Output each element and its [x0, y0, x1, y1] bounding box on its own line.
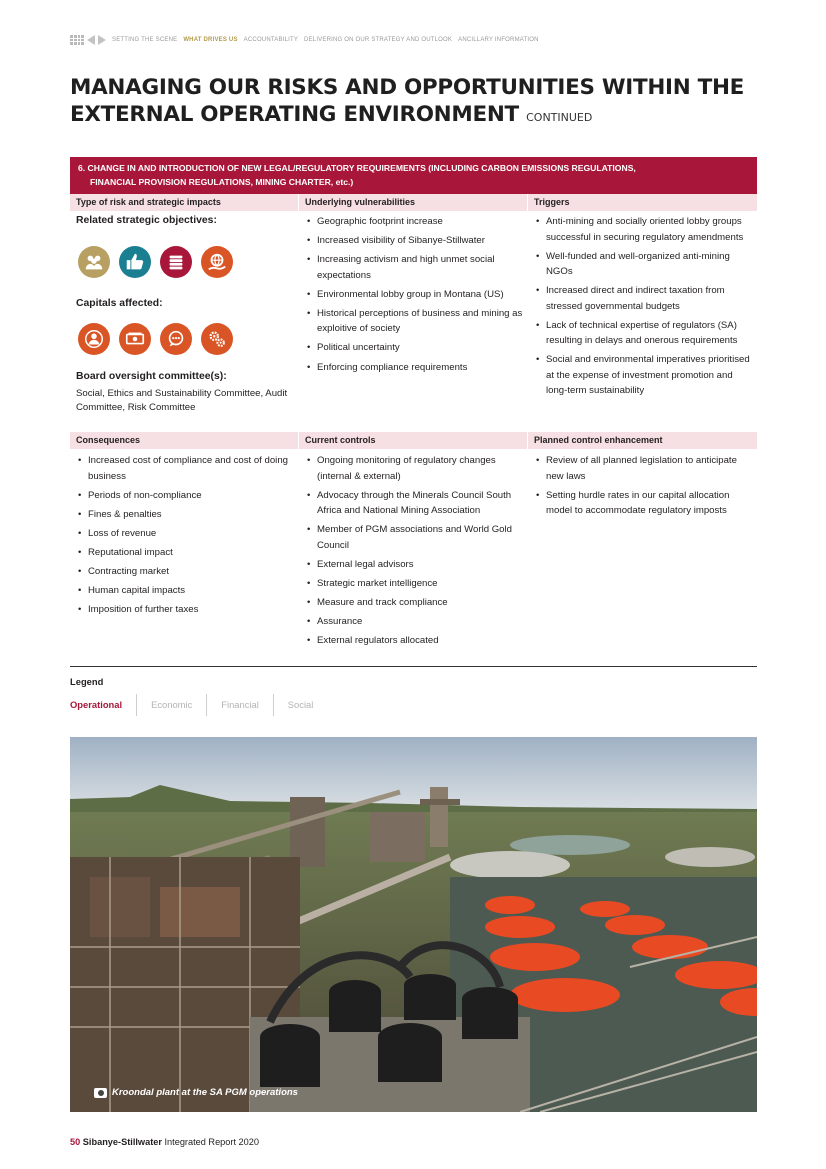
planned-list: [534, 453, 754, 519]
nav-item-2[interactable]: ACCOUNTABILITY: [243, 37, 299, 43]
table-bottom-rule: [70, 666, 757, 667]
board-oversight-label: Board oversight committee(s):: [76, 371, 227, 382]
person-icon: [78, 323, 110, 355]
gears-icon: [201, 323, 233, 355]
controls-list: [305, 453, 523, 649]
legend-item-operational: Operational: [70, 699, 123, 710]
risk-heading-line-2: FINANCIAL PROVISION REGULATIONS, MINING CHARTER, etc.): [90, 177, 354, 187]
legend-item-financial: Financial: [206, 694, 273, 716]
capitals-affected-label: Capitals affected:: [76, 297, 163, 309]
page-title: [70, 74, 760, 131]
previous-page-icon[interactable]: [87, 35, 95, 45]
consequences-column: [76, 453, 294, 621]
consequence-item: • Reputational impact: [76, 545, 294, 561]
related-objectives-label: Related strategic objectives:: [76, 215, 217, 226]
page-footer: [70, 1137, 259, 1147]
control-item: • Ongoing monitoring of regulatory changes (internal & external): [305, 453, 523, 484]
title-line-2: EXTERNAL OPERATING ENVIRONMENT: [70, 102, 519, 127]
nav-item-1[interactable]: WHAT DRIVES US: [183, 37, 238, 43]
vulnerabilities-list: [305, 214, 523, 375]
consequence-item: • Imposition of further taxes: [76, 602, 294, 618]
header-type-of-risk: Type of risk and strategic impacts: [70, 194, 298, 211]
legend-item-social: Social: [273, 694, 328, 716]
vulnerability-item: • Geographic footprint increase: [305, 214, 523, 230]
triggers-column: [534, 214, 754, 402]
footer-report: Integrated Report 2020: [164, 1137, 259, 1147]
risk-heading: [70, 157, 757, 194]
planned-item: • Setting hurdle rates in our capital allocation model to accommodate regulatory imposts: [534, 488, 754, 519]
nav-icons: [70, 35, 106, 45]
vulnerability-item: • Political uncertainty: [305, 340, 523, 356]
trigger-item: • Well-funded and well-organized anti-mining NGOs: [534, 249, 754, 280]
type-of-risk-column: [76, 213, 292, 416]
plant-photo-illustration: [70, 737, 757, 1112]
consequence-item: • Contracting market: [76, 564, 294, 580]
consequence-item: • Increased cost of compliance and cost of doing business: [76, 453, 294, 484]
control-item: • Strategic market intelligence: [305, 576, 523, 592]
nav-item-0[interactable]: SETTING THE SCENE: [112, 37, 178, 43]
board-oversight-text: Social, Ethics and Sustainability Committee, Audit Committee, Risk Committee: [76, 387, 288, 413]
control-item: • Advocacy through the Minerals Council South Africa and National Mining Association: [305, 488, 523, 519]
camera-icon: [94, 1088, 107, 1098]
legend-item-economic: Economic: [136, 694, 206, 716]
header-triggers: Triggers: [528, 194, 757, 211]
legend-title: Legend: [70, 676, 104, 687]
vulnerability-item: • Increasing activism and high unmet social expectations: [305, 252, 523, 283]
next-page-icon[interactable]: [98, 35, 106, 45]
controls-column: [305, 453, 523, 652]
header-consequences: Consequences: [70, 432, 298, 449]
legend: [70, 694, 327, 716]
capital-icons: [78, 323, 292, 355]
header-underlying-vulnerabilities: Underlying vulnerabilities: [299, 194, 527, 211]
speech-bubbles-icon: [160, 323, 192, 355]
globe-hand-icon: [201, 246, 233, 278]
banknote-icon: [119, 323, 151, 355]
planned-column: [534, 453, 754, 522]
control-item: • External regulators allocated: [305, 633, 523, 649]
trigger-item: • Increased direct and indirect taxation from stressed governmental budgets: [534, 283, 754, 314]
vulnerability-item: • Environmental lobby group in Montana (US): [305, 287, 523, 303]
title-continued: CONTINUED: [526, 111, 593, 124]
risk-heading-line-1: 6. CHANGE IN AND INTRODUCTION OF NEW LEGAL/REGULATORY REQUIREMENTS (INCLUDING CARBON EMISSIONS REGULATIONS,: [78, 163, 636, 173]
header-current-controls: Current controls: [299, 432, 527, 449]
control-item: • Measure and track compliance: [305, 595, 523, 611]
nav-item-4[interactable]: ANCILLARY INFORMATION: [458, 37, 539, 43]
consequence-item: • Loss of revenue: [76, 526, 294, 542]
objective-icons: [78, 246, 292, 278]
title-line-1: MANAGING OUR RISKS AND OPPORTUNITIES WITHIN THE: [70, 75, 745, 100]
plant-photo: [70, 737, 757, 1112]
trigger-item: • Social and environmental imperatives prioritised at the expense of investment promotion and long-term sustainability: [534, 352, 754, 399]
header-planned-control-enhancement: Planned control enhancement: [528, 432, 757, 449]
photo-caption: [94, 1087, 298, 1098]
thumbs-up-icon: [119, 246, 151, 278]
control-item: • Member of PGM associations and World Gold Council: [305, 522, 523, 553]
vulnerability-item: • Increased visibility of Sibanye-Stillwater: [305, 233, 523, 249]
photo-caption-text: Kroondal plant at the SA PGM operations: [112, 1087, 298, 1098]
nav-item-3[interactable]: DELIVERING ON OUR STRATEGY AND OUTLOOK: [304, 37, 453, 43]
triggers-list: [534, 214, 754, 399]
people-group-icon: [78, 246, 110, 278]
consequence-item: • Fines & penalties: [76, 507, 294, 523]
vulnerability-item: • Enforcing compliance requirements: [305, 360, 523, 376]
grid-menu-icon[interactable]: [70, 35, 84, 45]
section-nav: [70, 33, 545, 47]
trigger-item: • Anti-mining and socially oriented lobby groups successful in securing regulatory amendments: [534, 214, 754, 245]
consequences-list: [76, 453, 294, 618]
coin-stack-icon: [160, 246, 192, 278]
control-item: • External legal advisors: [305, 557, 523, 573]
page-number: 50: [70, 1137, 81, 1147]
consequence-item: • Human capital impacts: [76, 583, 294, 599]
vulnerabilities-column: [305, 214, 523, 379]
planned-item: • Review of all planned legislation to anticipate new laws: [534, 453, 754, 484]
vulnerability-item: • Historical perceptions of business and mining as exploitive of society: [305, 306, 523, 337]
trigger-item: • Lack of technical expertise of regulators (SA) resulting in delays and onerous requirements: [534, 318, 754, 349]
consequence-item: • Periods of non-compliance: [76, 488, 294, 504]
footer-company: Sibanye-Stillwater: [82, 1137, 162, 1147]
control-item: • Assurance: [305, 614, 523, 630]
